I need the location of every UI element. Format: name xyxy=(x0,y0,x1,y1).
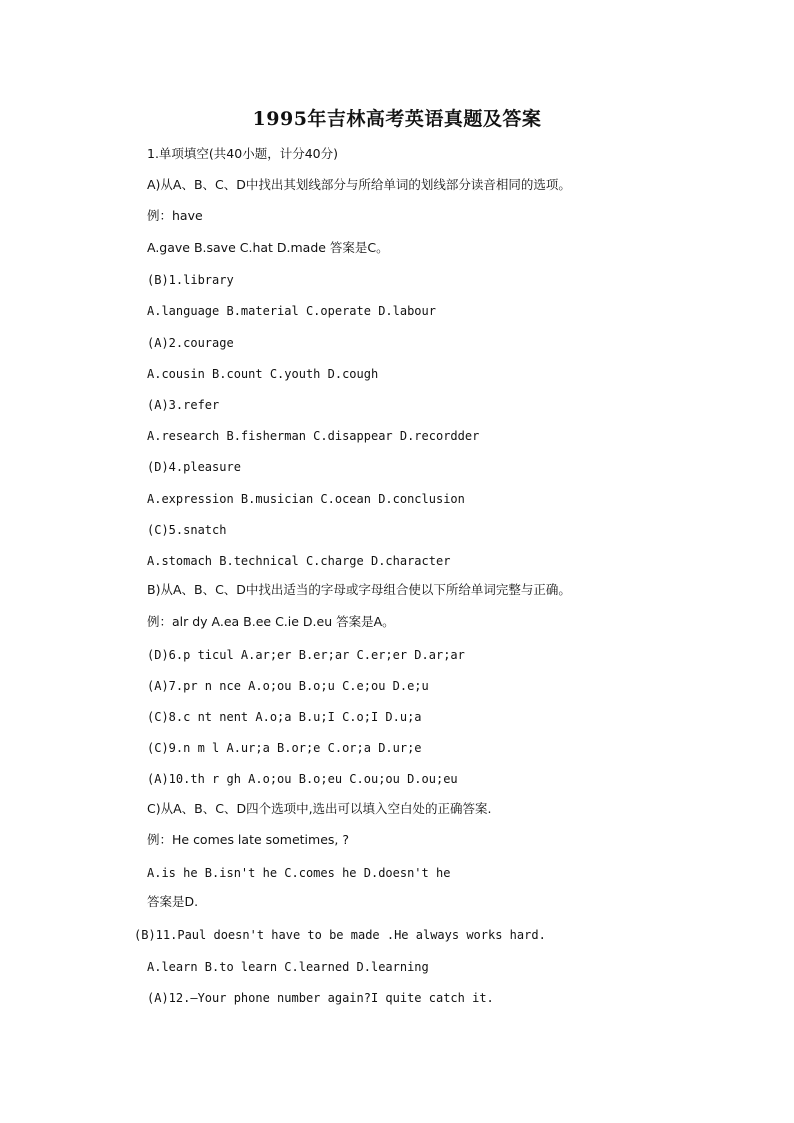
example-word: 例：have xyxy=(147,208,203,223)
instruction-text: B)从A、B、C、D中找出适当的字母或字母组合使以下所给单词完整与正确。 xyxy=(147,582,571,597)
example-options: A.gave B.save C.hat D.made 答案是C。 xyxy=(147,240,389,255)
question-line: (C)9.n m l A.ur;a B.or;e C.or;a D.ur;e xyxy=(147,741,422,755)
options-line: A.language B.material C.operate D.labour xyxy=(147,304,436,318)
section-heading: 1.单项填空(共40小题，计分40分) xyxy=(147,146,338,161)
question-line: (C)8.c nt nent A.o;a B.u;I C.o;I D.u;a xyxy=(147,710,422,724)
question-line: (A)3.refer xyxy=(147,398,220,412)
example-line: 例：alr dy A.ea B.ee C.ie D.eu 答案是A。 xyxy=(147,614,395,629)
question-line: (D)4.pleasure xyxy=(147,460,241,474)
instruction-text: A)从A、B、C、D中找出其划线部分与所给单词的划线部分读音相同的选项。 xyxy=(147,177,571,192)
example-sentence: 例：He comes late sometimes, ? xyxy=(147,832,349,847)
question-line: (A)10.th r gh A.o;ou B.o;eu C.ou;ou D.ou;eu xyxy=(147,772,458,786)
question-line: (A)7.pr n nce A.o;ou B.o;u C.e;ou D.e;u xyxy=(147,679,429,693)
question-line: (B)1.library xyxy=(147,273,234,287)
example-answer: 答案是D. xyxy=(147,894,199,909)
instruction-text: C)从A、B、C、D四个选项中,选出可以填入空白处的正确答案. xyxy=(147,801,492,816)
question-line: (C)5.snatch xyxy=(147,523,227,537)
question-line: (B)11.Paul doesn't have to be made .He always works hard. xyxy=(134,928,546,942)
options-line: A.stomach B.technical C.charge D.character xyxy=(147,554,451,568)
question-line: (A)2.courage xyxy=(147,336,234,350)
options-line: A.learn B.to learn C.learned D.learning xyxy=(147,960,429,974)
question-line: (D)6.p ticul A.ar;er B.er;ar C.er;er D.ar;ar xyxy=(147,648,465,662)
options-line: A.expression B.musician C.ocean D.conclusion xyxy=(147,492,465,506)
example-options: A.is he B.isn't he C.comes he D.doesn't he xyxy=(147,866,451,880)
options-line: A.research B.fisherman C.disappear D.recordder xyxy=(147,429,480,443)
question-line: (A)12.—Your phone number again?I quite catch it. xyxy=(147,991,494,1005)
document-title: 1995年吉林高考英语真题及答案 xyxy=(252,108,542,130)
options-line: A.cousin B.count C.youth D.cough xyxy=(147,367,379,381)
